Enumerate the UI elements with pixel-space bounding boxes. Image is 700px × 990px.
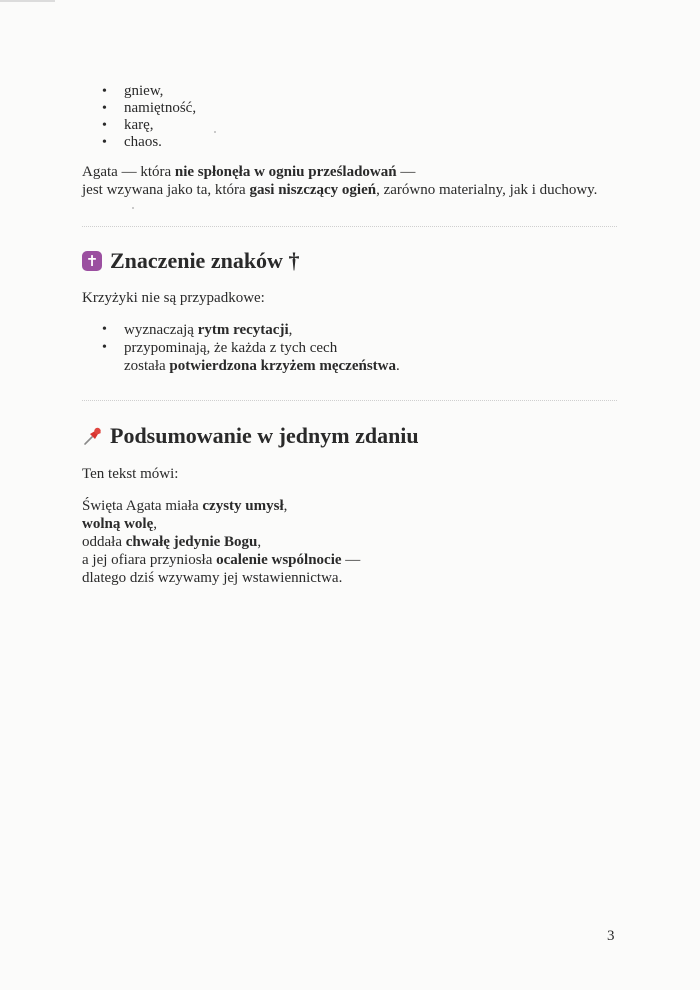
section-heading-summary — [82, 423, 419, 449]
text-run: przypominają, że każda z tych cech — [124, 340, 338, 356]
text-run: Święta Agata miała — [82, 498, 203, 514]
text-run: a jej ofiara przyniosła — [82, 552, 217, 568]
page-number: 3 — [607, 928, 615, 944]
pushpin-icon — [82, 425, 104, 447]
list-item — [82, 321, 400, 339]
section-heading-signs — [82, 248, 299, 274]
list-item — [82, 339, 400, 375]
list-item: • chaos. — [82, 134, 196, 151]
text-run: dlatego dziś wzywamy jej wstawiennictwa. — [82, 570, 343, 586]
bold-text: wolną wolę — [82, 516, 154, 532]
text-run: , — [153, 516, 157, 532]
bold-text: nie spłonęła w ogniu prześladowań — [174, 164, 397, 180]
text-run: wyznaczają — [124, 322, 198, 338]
section-divider — [82, 400, 617, 401]
summary-paragraph — [82, 497, 360, 587]
bold-text: gasi niszczący ogień — [249, 182, 377, 198]
bold-text: chwałę jedynie Bogu — [125, 534, 258, 550]
agata-paragraph — [82, 163, 597, 199]
section-divider — [82, 226, 617, 227]
signs-intro: Krzyżyki nie są przypadkowe: — [82, 290, 265, 306]
list-item: • namiętność, — [82, 100, 196, 117]
summary-intro: Ten tekst mówi: — [82, 466, 179, 482]
text-run: , — [257, 534, 262, 550]
bold-text: potwierdzona krzyżem męczeństwa — [169, 358, 397, 374]
text-run: — — [341, 552, 361, 568]
bold-text: ocalenie wspólnocie — [216, 552, 342, 568]
text-run: oddała — [82, 534, 126, 550]
list-item: • karę, — [82, 117, 196, 134]
bold-text: rytm recytacji — [197, 322, 289, 338]
heading-text: Znaczenie znaków † — [110, 248, 300, 273]
list-item: • gniew, — [82, 83, 196, 100]
text-run: , — [288, 322, 293, 338]
text-run: . — [396, 358, 400, 374]
text-run: , zarówno materialny, jak i duchowy. — [376, 182, 598, 198]
scan-speck — [132, 207, 134, 209]
latin-cross-icon: ✝ — [82, 251, 102, 271]
text-run: jest wzywana jako ta, która — [82, 182, 250, 198]
scan-edge-mark — [0, 0, 55, 2]
vices-list — [82, 83, 196, 151]
signs-list — [82, 321, 400, 375]
text-run: , — [283, 498, 288, 514]
text-run: — — [396, 164, 416, 180]
scan-speck — [214, 131, 216, 133]
text-run: Agata — która — [82, 164, 175, 180]
bold-text: czysty umysł — [202, 498, 284, 514]
heading-text: Podsumowanie w jednym zdaniu — [110, 423, 419, 448]
text-run: została — [124, 358, 170, 374]
